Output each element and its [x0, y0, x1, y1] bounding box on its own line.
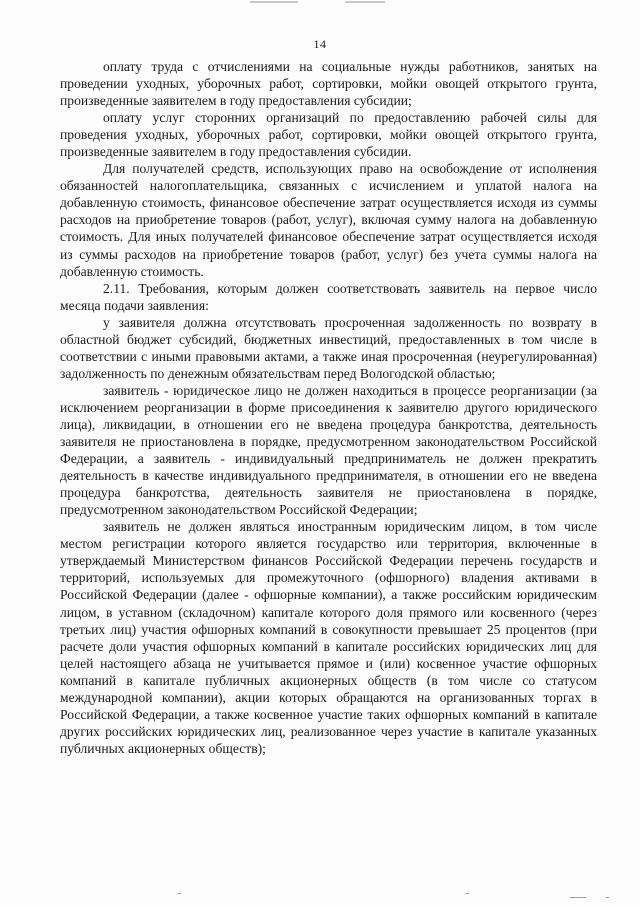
paragraph-labor-payment: оплату труда с отчислениями на социальные нужды работников, занятых на проведении уходных, уборочных работ, сортировки, мойки овощей открытого грунта, произведенные заявителем в году предоставления субсидии; — [60, 59, 597, 109]
paragraph-vat-financing: Для получателей средств, использующих право на освобождение от исполнения обязанностей налогоплательщика, связанных с исчислением и уплатой налога на добавленную стоимость, финансовое обеспечение затрат осуществляется исходя из суммы расходов на приобретение товаров (работ, услуг), включая сумму налога на добавленную стоимость. Для иных получателей финансовое обеспечение затрат осуществляется исходя из суммы расходов на приобретение товаров (работ, услуг) без учета суммы налога на добавленную стоимость. — [60, 161, 597, 279]
paragraph-no-overdue-debt: у заявителя должна отсутствовать просроченная задолженность по возврату в областной бюджет субсидий, бюджетных инвестиций, предоставленных в том числе в соответствии с иными правовыми актами, а также иная просроченная (неурегулированная) задолженность по денежным обязательствам перед Вологодской областью; — [60, 314, 597, 381]
paragraph-not-foreign-entity: заявитель не должен являться иностранным юридическим лицом, в том числе местом регистрации которого является государство или территория, включенные в утверждаемый Министерством финансов Российской Федерации перечень государств и территорий, используемых для промежуточного (офшорного) владения активами в Российской Федерации (далее - офшорные компании), а также российским юридическим лицом, в уставном (складочном) капитале которого доля прямого или косвенного (через третьих лиц) участия офшорных компаний в совокупности превышает 25 процентов (при расчете доли участия офшорных компаний в капитале российских юридических лиц для целей настоящего абзаца не учитывается прямое и (или) косвенное участие офшорных компаний в капитале публичных акционерных обществ (в том числе со статусом международной компании), акции которых обращаются на организованных торгах в Российской Федерации, а также косвенное участие таких офшорных компаний в капитале других российских юридических лиц, реализованное через участие в капитале указанных публичных акционерных обществ); — [60, 519, 597, 756]
document-body — [60, 58, 597, 757]
page-number: 14 — [313, 37, 327, 51]
paragraph-third-party-services: оплату услуг сторонних организаций по предоставлению рабочей силы для проведения уходных, уборочных работ, сортировки, мойки овощей открытого грунта, произведенные заявителем в году предоставления субсидии. — [60, 110, 597, 160]
paragraph-no-reorganization: заявитель - юридическое лицо не должен находиться в процессе реорганизации (за исключением реорганизации в форме присоединения к заявителю другого юридического лица), ликвидации, в отношении его не введена процедура банкротства, деятельность заявителя не приостановлена в порядке, предусмотренном законодательством Российской Федерации, а заявитель - индивидуальный предприниматель не должен прекратить деятельность в качестве индивидуального предпринимателя, в отношении его не введена процедура банкротства, деятельность заявителя не приостановлена в порядке, предусмотренном законодательством Российской Федерации; — [60, 382, 597, 518]
paragraph-requirements-2-11: 2.11. Требования, которым должен соответствовать заявитель на первое число месяца подачи заявления: — [60, 280, 597, 313]
scan-top-marks — [0, 0, 640, 8]
